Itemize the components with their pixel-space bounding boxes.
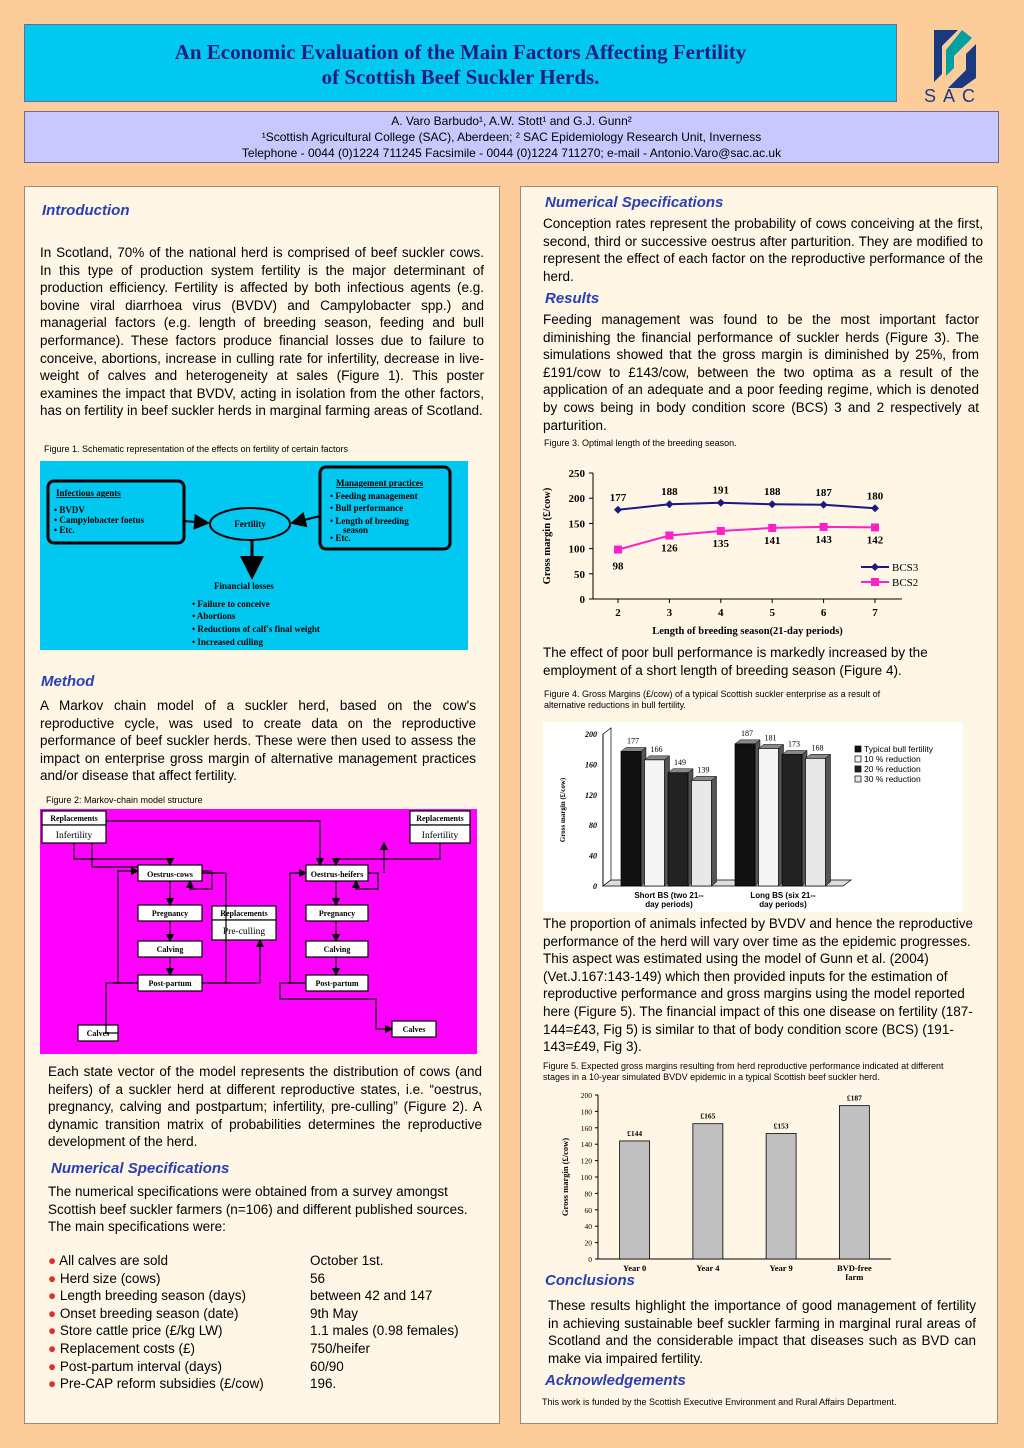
data-label: 149 <box>674 757 686 767</box>
y-tick-label: 160 <box>580 1123 592 1133</box>
figure3-caption: Figure 3. Optimal length of the breeding season. <box>544 438 737 448</box>
fig2-preculling: Pre-culling <box>222 927 266 937</box>
spec-key: ● Herd size (cows) <box>48 1270 161 1286</box>
bar <box>782 755 802 886</box>
x-tick-label: Year 9 <box>769 1263 793 1273</box>
method-heading: Method <box>41 673 95 690</box>
bar <box>839 1106 869 1259</box>
fig2-replacements-right: Replacements <box>416 814 464 823</box>
figure1-svg <box>40 461 468 650</box>
x-tick-label: day periods) <box>759 900 807 909</box>
x-axis-label: Length of breeding season(21-day periods) <box>652 626 843 637</box>
data-label: 187 <box>815 486 832 499</box>
figure5-caption: Figure 5. Expected gross margins resulting from herd reproductive performance indicated at different stages in a 10-year simulated BVDV epidemic in a typical Scottish beef suckler herd. <box>543 1061 944 1082</box>
series-line-bcs3 <box>618 503 875 510</box>
fig1-loss-1: • Abortions <box>192 611 236 621</box>
spec-row <box>48 1340 482 1358</box>
y-tick-label: 40 <box>589 851 597 861</box>
conclusions-text: These results highlight the importance of good management of fertility in achieving sustainable beef suckler farming in marginal rural areas of Scotland and the considerable impact that diseases such as BVD can make via impaired fertility. <box>548 1298 976 1366</box>
data-label: 188 <box>763 486 781 499</box>
bar <box>735 744 755 886</box>
y-tick-label: 100 <box>568 543 585 556</box>
fig1-loss-3: • Increased culling <box>192 637 263 647</box>
bar <box>620 1141 650 1259</box>
fig2-replacements-mid: Replacements <box>220 909 268 918</box>
spec-key: ● Onset breeding season (date) <box>48 1305 239 1321</box>
bar-side <box>826 754 831 886</box>
y-tick-label: 180 <box>580 1107 592 1117</box>
figure1-caption: Figure 1. Schematic representation of the effects on fertility of certain factors <box>44 444 348 454</box>
data-label: 177 <box>609 491 627 504</box>
bvd-text: The proportion of animals infected by BVDV and hence the reproductive performance of the herd will vary over time as the epidemic progresses. This aspect was estimated using the model of Gunn et al. (2004) (Vet.J.167:143-149) which then provided inputs for the estimation of reproductive performance and gross margins using the model reported here (Figure 5). The financial impact of this one disease on fertility (187-144=£43, Fig 5) is similar to that of body condition score (BCS) (191-143=£49, Fig 3). <box>543 916 974 1055</box>
y-tick-label: 0 <box>579 594 585 606</box>
spec-value: 196. <box>310 1376 337 1392</box>
data-point <box>717 499 725 507</box>
data-label: 98 <box>612 560 624 573</box>
fig2-postpartum-right: Post-partum <box>315 979 359 988</box>
fig1-infectious-2: • Etc. <box>54 525 75 535</box>
bar <box>621 751 641 886</box>
spec-row <box>48 1358 482 1376</box>
numerical-left-heading: Numerical Specifications <box>51 1160 230 1177</box>
y-tick-label: 80 <box>589 821 597 831</box>
chart-wall <box>603 728 611 886</box>
figure2-diagram <box>40 809 477 1054</box>
logo-text: SAC <box>923 86 983 106</box>
data-label: 139 <box>697 765 710 775</box>
y-tick-label: 0 <box>588 1255 592 1264</box>
spec-row <box>48 1287 482 1305</box>
x-tick-label: Long BS (six 21-- <box>750 891 816 900</box>
figure4-caption: Figure 4. Gross Margins (£/cow) of a typical Scottish suckler enterprise as a result of alternative reductions in bull fertility. <box>544 689 881 710</box>
data-label: 187 <box>741 728 753 738</box>
y-tick-label: 200 <box>568 493 585 506</box>
y-axis-label: Gross margin (£/cow) <box>559 777 567 843</box>
spec-value: October 1st. <box>310 1253 384 1268</box>
fig1-infectious-0: • BVDV <box>54 505 85 515</box>
data-point <box>820 501 828 509</box>
data-label: 126 <box>661 542 678 555</box>
legend-marker <box>871 578 879 586</box>
y-tick-label: 150 <box>568 518 585 531</box>
figure2-svg <box>40 809 477 1054</box>
y-tick-label: 200 <box>580 1091 592 1100</box>
spec-row <box>48 1322 482 1340</box>
y-tick-label: 0 <box>593 882 597 891</box>
numerical-right-text: Conception rates represent the probability of cows conceiving at the first, second, third or successive oestrus after parturition. They are modified to represent the effect of each factor on the reproductive performance of the herd. <box>543 216 983 284</box>
y-tick-label: 200 <box>585 730 597 739</box>
figure2-caption: Figure 2: Markov-chain model structure <box>46 795 203 805</box>
spec-key: ● Length breeding season (days) <box>48 1288 247 1304</box>
fig1-management-3: season <box>343 525 369 535</box>
legend-label: BCS3 <box>892 562 919 574</box>
figure5-svg <box>556 1089 901 1285</box>
data-label: 180 <box>866 490 884 503</box>
fig1-management-0: • Feeding management <box>330 491 418 501</box>
data-point <box>768 524 776 532</box>
data-label: 135 <box>712 537 730 550</box>
x-tick-label: 2 <box>615 607 621 619</box>
data-label: 166 <box>650 744 663 754</box>
data-label: £187 <box>846 1093 862 1103</box>
spec-value: between 42 and 147 <box>310 1288 433 1304</box>
x-tick-label: Year 4 <box>696 1263 720 1273</box>
author-contact: Telephone - 0044 (0)1224 711245 Facsimile - 0044 (0)1224 711270; e-mail - Antonio.Varo@sac.ac.uk <box>241 146 782 160</box>
bar <box>693 1124 723 1259</box>
results-heading: Results <box>545 290 600 307</box>
spec-list <box>48 1252 482 1393</box>
x-tick-label: 5 <box>769 607 775 619</box>
y-tick-label: 40 <box>584 1222 592 1232</box>
spec-key: ● Store cattle price (£/kg LW) <box>48 1323 223 1339</box>
y-tick-label: 20 <box>584 1238 592 1248</box>
fig2-infertility-right: Infertility <box>421 831 459 841</box>
x-tick-label: 6 <box>820 607 827 619</box>
fig2-pregnancy-right: Pregnancy <box>318 909 356 918</box>
x-tick-label: day periods) <box>645 900 693 909</box>
fig1-management-4: • Etc. <box>330 533 351 543</box>
fig1-losses-title: Financial losses <box>214 581 274 591</box>
fig2-calves-right: Calves <box>402 1025 426 1034</box>
bar <box>645 760 665 886</box>
bar <box>668 773 688 886</box>
spec-value: 9th May <box>310 1305 359 1321</box>
spec-value: 60/90 <box>310 1358 344 1374</box>
series-line-bcs2 <box>618 527 875 550</box>
data-label: 188 <box>661 486 678 499</box>
bar <box>692 780 712 886</box>
y-axis-label: Gross margin (£/cow) <box>560 1137 570 1217</box>
title-line-2: of Scottish Beef Suckler Herds. <box>321 65 600 89</box>
title-line-1: An Economic Evaluation of the Main Factors Affecting Fertility <box>174 40 747 64</box>
title-banner <box>24 24 897 102</box>
legend-swatch <box>855 776 861 782</box>
data-label: £144 <box>627 1128 643 1138</box>
acknowledgements-heading: Acknowledgements <box>545 1372 686 1389</box>
bull-text: The effect of poor bull performance is markedly increased by the employment of a short length of breeding season (Figure 4). <box>543 645 928 678</box>
sac-logo-icon <box>910 22 996 106</box>
y-tick-label: 140 <box>580 1140 592 1150</box>
data-label: 143 <box>815 533 832 546</box>
legend-swatch <box>855 746 861 752</box>
y-tick-label: 50 <box>574 568 585 581</box>
data-point <box>614 546 622 554</box>
x-tick-label: BVD-free <box>836 1263 872 1273</box>
spec-row <box>48 1270 482 1288</box>
data-label: 181 <box>764 733 777 743</box>
data-label: 173 <box>788 739 800 749</box>
figure1-diagram <box>40 461 468 650</box>
y-tick-label: 120 <box>585 790 597 800</box>
spec-row <box>48 1252 482 1270</box>
y-tick-label: 60 <box>584 1205 592 1215</box>
bar <box>806 758 826 886</box>
legend-label: Typical bull fertility <box>864 744 933 754</box>
bar <box>759 748 779 886</box>
legend-label: 10 % reduction <box>864 754 921 764</box>
fig2-calves-left: Calves <box>86 1029 110 1038</box>
data-point <box>665 500 673 508</box>
data-label: 141 <box>763 534 781 547</box>
legend-label: 30 % reduction <box>864 774 921 784</box>
fig1-infectious-title: Infectious agents <box>56 488 121 498</box>
data-point <box>768 500 776 508</box>
data-point <box>871 523 879 531</box>
figure4-chart <box>543 722 963 912</box>
fig2-replacements-left: Replacements <box>50 814 98 823</box>
data-label: £153 <box>773 1121 789 1131</box>
legend-swatch <box>855 766 861 772</box>
y-tick-label: 100 <box>580 1173 592 1182</box>
results-text: Feeding management was found to be the most important factor diminishing the financial performance of suckler herds (Figure 3). The simulations showed that the gross margin is diminished by 25%, from £191/cow to £143/cow, between the two optima as a result of the application of an adequate and a poor feeding regime, which is denoted by cows being in body condition score (BCS) 3 and 2 respectively at parturition. <box>543 312 979 433</box>
fig2-pregnancy-left: Pregnancy <box>151 909 189 918</box>
spec-key: ● Post-partum interval (days) <box>48 1358 222 1374</box>
conclusions-heading: Conclusions <box>545 1272 636 1289</box>
x-tick-label: Short BS (two 21-- <box>634 891 704 900</box>
spec-row <box>48 1375 482 1393</box>
figure3-chart <box>537 457 919 643</box>
y-axis-label: Gross margin (£/cow) <box>542 487 553 585</box>
spec-value: 750/heifer <box>310 1340 371 1356</box>
legend-label: 20 % reduction <box>864 764 921 774</box>
y-tick-label: 80 <box>584 1189 592 1199</box>
x-tick-label: 7 <box>872 607 878 619</box>
spec-key: ● Pre-CAP reform subsidies (£/cow) <box>48 1376 264 1392</box>
legend-swatch <box>855 756 861 762</box>
data-point <box>665 531 673 539</box>
state-vector-text: Each state vector of the model represents the distribution of cows (and heifers) of a suckler herd at different reproductive states, i.e. “oestrus, pregnancy, calving and postpartum; infertility, pre-culling” (Figure 2). A dynamic transition matrix of probabilities determines the reproductive development of the herd. <box>48 1064 482 1150</box>
fig2-calving-right: Calving <box>323 945 351 954</box>
legend-marker <box>871 563 879 571</box>
data-point <box>820 523 828 531</box>
fig1-loss-0: • Failure to conceive <box>192 599 270 609</box>
data-point <box>871 504 879 512</box>
spec-value: 1.1 males (0.98 females) <box>310 1323 459 1339</box>
fig2-infertility-left: Infertility <box>55 831 93 841</box>
x-tick-label: Year 0 <box>623 1263 647 1273</box>
spec-key: ● All calves are sold <box>48 1253 168 1268</box>
authors-box <box>24 111 999 163</box>
fig2-oestrus-heifers: Oestrus-heifers <box>310 870 364 879</box>
figure5-chart <box>556 1089 901 1285</box>
fig1-loss-2: • Reductions of calf's final weight <box>192 624 320 634</box>
figure4-svg <box>543 722 963 912</box>
data-label: 177 <box>627 736 639 746</box>
fig1-management-title: Management practices <box>336 478 424 488</box>
fig1-infectious-1: • Campylobacter foetus <box>54 515 144 525</box>
acknowledgements-text: This work is funded by the Scottish Executive Environment and Rural Affairs Department. <box>542 1397 897 1407</box>
poster-title <box>25 25 896 90</box>
author-names: A. Varo Barbudo¹, A.W. Stott¹ and G.J. Gunn² <box>391 114 632 128</box>
data-label: 168 <box>811 743 824 753</box>
data-label: 142 <box>866 534 884 547</box>
data-point <box>717 527 725 535</box>
data-point <box>614 506 622 514</box>
introduction-heading: Introduction <box>42 202 130 219</box>
x-tick-label: 4 <box>718 607 724 619</box>
author-affiliations: ¹Scottish Agricultural College (SAC), Aberdeen; ² SAC Epidemiology Research Unit, Inverness <box>261 130 762 144</box>
fig2-calving-left: Calving <box>156 945 184 954</box>
bar-side <box>712 776 717 886</box>
legend-label: BCS2 <box>892 577 919 589</box>
spec-value: 56 <box>310 1270 326 1286</box>
introduction-text: In Scotland, 70% of the national herd is comprised of beef suckler cows. In this type of production system fertility is the major determinant of production efficiency. Fertility is affected by both infectious agents (e.g. bovine viral diarrhoea virus (BVDV) and Campylobacter spp.) and managerial factors (e.g. length of breeding season, feeding and bull performance). These factors produce financial losses due to failure to conceive, abortions, increase in culling rate for infertility, decrease in live-weight of calves and heterogeneity at sales (Figure 1). This poster examines the impact that BVDV, acting in isolation from the other factors, has on fertility in beef suckler herds in marginal farming areas of Scotland. <box>40 245 484 419</box>
spec-row <box>48 1305 482 1323</box>
figure3-svg <box>537 457 919 643</box>
fig2-oestrus-cows: Oestrus-cows <box>147 870 193 879</box>
method-text: A Markov chain model of a suckler herd, based on the cow's reproductive cycle, was used to create data on the reproductive performance of beef suckler herds. These were then used to assess the impact on enterprise gross margin of alternative management practices and/or disease that affect fertility. <box>40 698 476 784</box>
fig1-management-2: • Length of breeding <box>330 516 409 526</box>
spec-key: ● Replacement costs (£) <box>48 1340 195 1356</box>
sac-logo <box>910 22 996 106</box>
y-tick-label: 160 <box>585 760 597 770</box>
x-tick-label: 3 <box>666 607 673 619</box>
x-tick-label: farm <box>845 1272 864 1282</box>
numerical-right-heading: Numerical Specifications <box>545 194 724 211</box>
bar <box>766 1134 796 1259</box>
data-label: £165 <box>700 1111 716 1121</box>
fig1-management-1: • Bull performance <box>330 503 404 513</box>
data-label: 191 <box>712 484 730 497</box>
y-tick-label: 120 <box>580 1156 592 1166</box>
y-tick-label: 250 <box>568 468 585 480</box>
fig2-postpartum-left: Post-partum <box>148 979 192 988</box>
fig1-fertility: Fertility <box>234 519 266 529</box>
numerical-left-text: The numerical specifications were obtained from a survey amongst Scottish beef suckler farmers (n=106) and different published sources. The main specifications were: <box>48 1184 468 1235</box>
